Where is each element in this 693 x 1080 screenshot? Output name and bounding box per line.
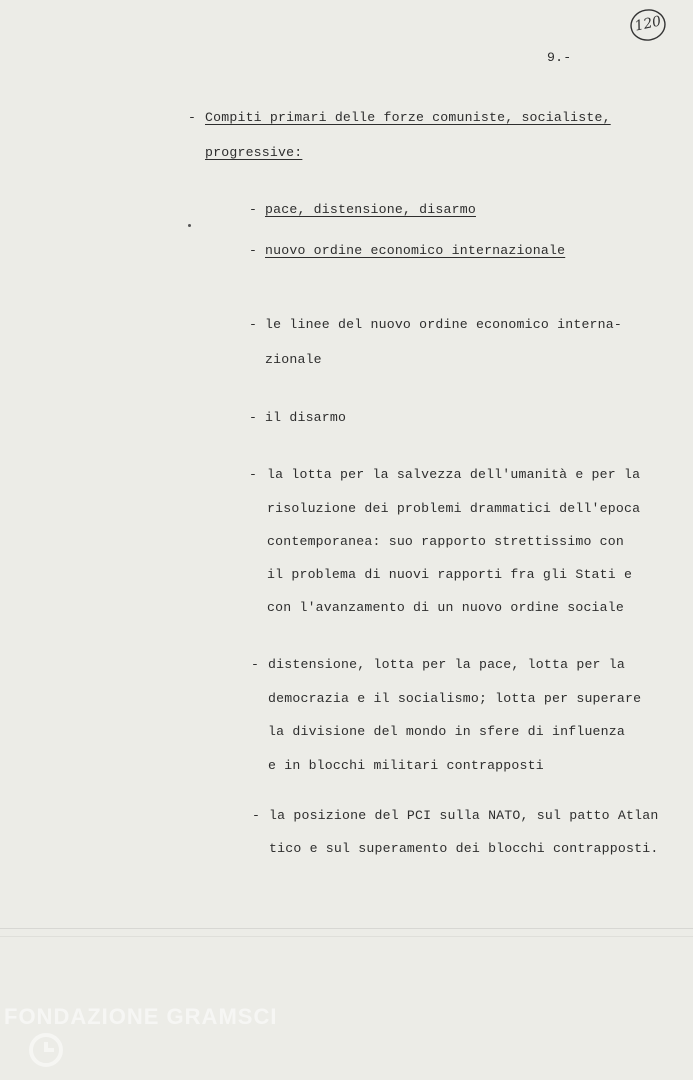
bullet-1-line-1: pace, distensione, disarmo xyxy=(265,202,476,217)
bullet-dash: - xyxy=(251,657,260,672)
bullet-5-line-2: risoluzione dei problemi drammatici dell'epoca xyxy=(267,501,641,516)
bullet-6-line-4: e in blocchi militari contrapposti xyxy=(268,758,544,773)
bullet-5-line-1: la lotta per la salvezza dell'umanità e per la xyxy=(267,467,641,482)
heading-line-1: Compiti primari delle forze comuniste, socialiste, xyxy=(205,110,611,125)
heading-dash: - xyxy=(188,110,197,125)
bullet-6-line-2: democrazia e il socialismo; lotta per superare xyxy=(268,691,642,706)
archive-stamp xyxy=(629,6,667,44)
heading-line-2: progressive: xyxy=(205,145,303,160)
bullet-5-line-4: il problema di nuovi rapporti fra gli Stati e xyxy=(267,567,633,582)
bullet-6-line-1: distensione, lotta per la pace, lotta per la xyxy=(268,657,626,672)
bullet-dash: - xyxy=(249,410,258,425)
scan-artifact-line xyxy=(0,936,693,937)
bullet-6-line-3: la divisione del mondo in sfere di influenza xyxy=(268,724,626,739)
bullet-2-line-1: nuovo ordine economico internazionale xyxy=(265,243,566,258)
bullet-7-line-1: la posizione del PCI sulla NATO, sul patto Atlan xyxy=(269,808,659,823)
ink-speck xyxy=(188,224,191,227)
scan-artifact-line xyxy=(0,928,693,929)
archive-stamp-number: 120 xyxy=(633,13,663,35)
bullet-dash: - xyxy=(249,243,258,258)
page-number: 9.- xyxy=(547,50,572,65)
bullet-3-line-2: zionale xyxy=(265,352,322,367)
bullet-5-line-3: contemporanea: suo rapporto strettissimo con xyxy=(267,534,625,549)
foundation-logo-icon xyxy=(28,1032,64,1068)
bullet-dash: - xyxy=(249,467,258,482)
bullet-4-line-1: il disarmo xyxy=(265,410,347,425)
bullet-dash: - xyxy=(252,808,261,823)
bullet-5-line-5: con l'avanzamento di un nuovo ordine sociale xyxy=(267,600,625,615)
bullet-dash: - xyxy=(249,317,258,332)
archive-watermark: FONDAZIONE GRAMSCI xyxy=(4,1004,278,1029)
bullet-dash: - xyxy=(249,202,258,217)
bullet-3-line-1: le linee del nuovo ordine economico interna- xyxy=(265,317,623,332)
bullet-7-line-2: tico e sul superamento dei blocchi contrapposti. xyxy=(269,841,659,856)
